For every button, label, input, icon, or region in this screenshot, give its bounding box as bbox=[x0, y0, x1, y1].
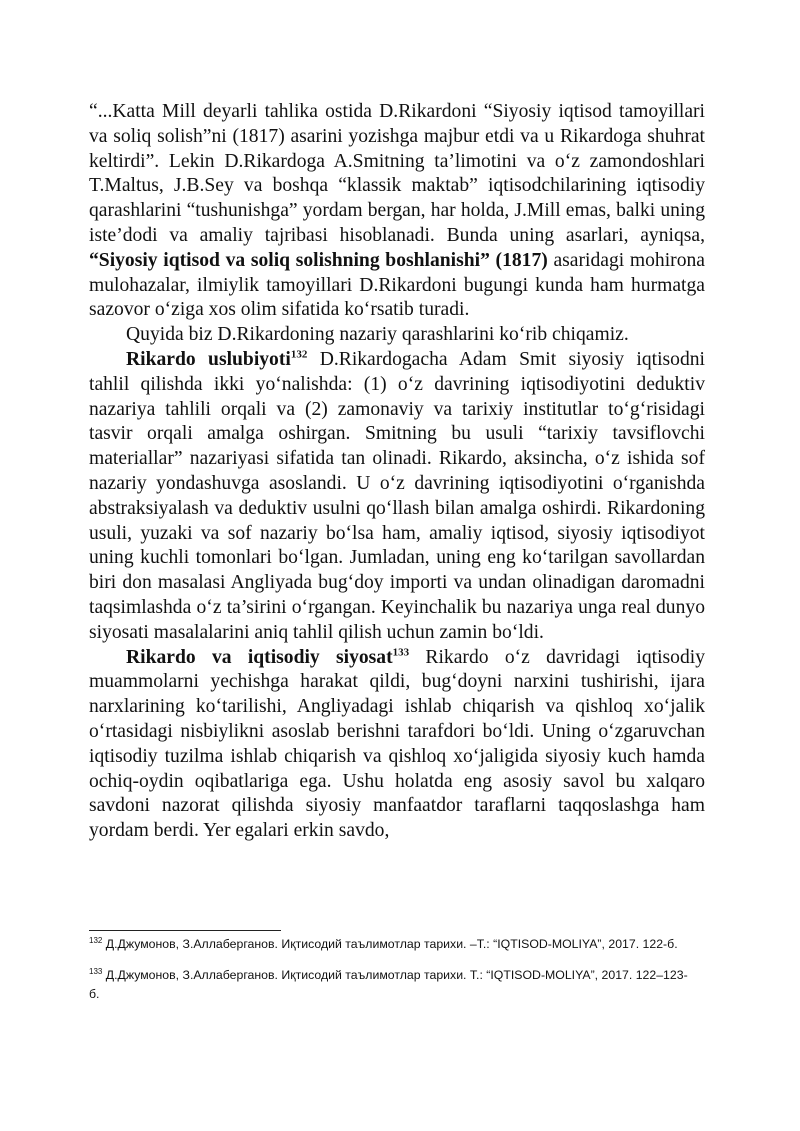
footnote-separator bbox=[89, 930, 281, 931]
paragraph-policy bbox=[89, 646, 705, 844]
paragraph-intro bbox=[89, 100, 705, 323]
footnotes bbox=[89, 935, 689, 1016]
paragraph-transition: Quyida biz D.Rikardoning nazariy qarashlarini ko‘rib chiqamiz. bbox=[126, 324, 629, 346]
paragraph-policy-text: Rikardo o‘z davridagi iqtisodiy muammolarni yechishga harakat qildi, bug‘doyni narxini tushirishi, ijara narxlarining ko‘tarilishi, Angliyadagi ishlab chiqarish va qishloq xo‘jalik o‘rtasidagi nisbiylikni asoslab berishni tarafdori bo‘ldi. Uning o‘zgaruvchan iqtisodiy tuzilma ishlab chiqarish va qishloq xo‘jaligida siyosiy kuch hamda ochiq-oydin oqibatlariga ega. Ushu holatda eng asosiy savol bu xalqaro savdoni nazorat qilishda siyosiy manfaatdor taraflarni taqqoslashga ham yordam berdi. Yer egalari erkin savdo, bbox=[89, 646, 705, 842]
footnote-text: Д.Джумонов, З.Аллаберганов. Иқтисодий таълимотлар тарихи. Т.: “IQTISOD-MOLIYA”, 2017. 122–123-б. bbox=[89, 968, 688, 1001]
footnote-133 bbox=[89, 966, 689, 1004]
footnote-ref-133[interactable]: 133 bbox=[392, 646, 410, 658]
footnote-132 bbox=[89, 935, 689, 954]
paragraph-intro-text: “...Katta Mill deyarli tahlika ostida D.Rikardoni “Siyosiy iqtisod tamoyillari va soliq solish”ni (1817) asarini yozishga majbur etdi va u Rikardoga shuhrat keltirdi”. Lekin D.Rikardoga A.Smitning ta’limotini va o‘z zamondoshlari T.Maltus, J.B.Sey va boshqa “klassik maktab” iqtisodchilarining iqtisodiy qarashlarini “tushunishga” yordam bergan, har holda, J.Mill emas, balki uning iste’dodi va amaliy tajribasi hisoblanadi. Bunda uning asarlari, ayniqsa, bbox=[89, 101, 705, 246]
paragraph-methodology-text: D.Rikardogacha Adam Smit siyosiy iqtisodni tahlil qilishda ikki yo‘nalishda: (1) o‘z davrining iqtisodiyotini deduktiv nazariya tahlili orqali va (2) zamonaviy va tarixiy institutlar to‘g‘risidagi tasvir orqali amalga oshirgan. Smitning bu usuli “tarixiy tavsiflovchi materiallar” nazariyasi sifatida tan olinadi. Rikardo, aksincha, o‘z ishida sof nazariy yondashuvga asoslandi. U o‘z davrining iqtisodiyotini o‘rganishda abstraksiyalash va deduktiv usulni qo‘llash bilan amalga oshirdi. Rikardoning usuli, yuzaki va sof nazariy bo‘lsa ham, amaliy iqtisod, siyosiy iqtisodiyot uning kuchli tomonlari bo‘lgan. Jumladan, uning eng ko‘tarilgan savollardan biri don masalasi Angliyada bug‘doy importi va undan olinadigan daromadni taqsimlashda o‘z ta’sirini o‘rgangan. Keyinchalik bu nazariya unga real dunyo siyosati masalalarini aniq tahlil qilish uchun zamin bo‘ldi. bbox=[89, 348, 706, 643]
footnote-number: 133 bbox=[89, 966, 103, 976]
paragraph-methodology bbox=[89, 348, 705, 646]
paragraph-intro-text-end: asaridagi mohirona mulohazalar, ilmiylik tamoyillari D.Rikardoni bugungi kunda ham hurmatga sazovor o‘ziga xos olim sifatida ko‘rsatib turadi. bbox=[89, 249, 705, 321]
footnote-text: Д.Джумонов, З.Аллаберганов. Иқтисодий таълимотлар тарихи. –Т.: “IQTISOD-MOLIYA”, 2017. 122-б. bbox=[102, 937, 678, 951]
document-body bbox=[89, 100, 705, 844]
footnote-ref-132[interactable]: 132 bbox=[290, 348, 308, 361]
section-heading-methodology: Rikardo uslubiyoti bbox=[126, 348, 291, 370]
section-heading-policy: Rikardo va iqtisodiy siyosat bbox=[126, 646, 393, 668]
book-title-bold: “Siyosiy iqtisod va soliq solishning boshlanishi” (1817) bbox=[89, 249, 548, 271]
footnote-number: 132 bbox=[89, 935, 103, 945]
